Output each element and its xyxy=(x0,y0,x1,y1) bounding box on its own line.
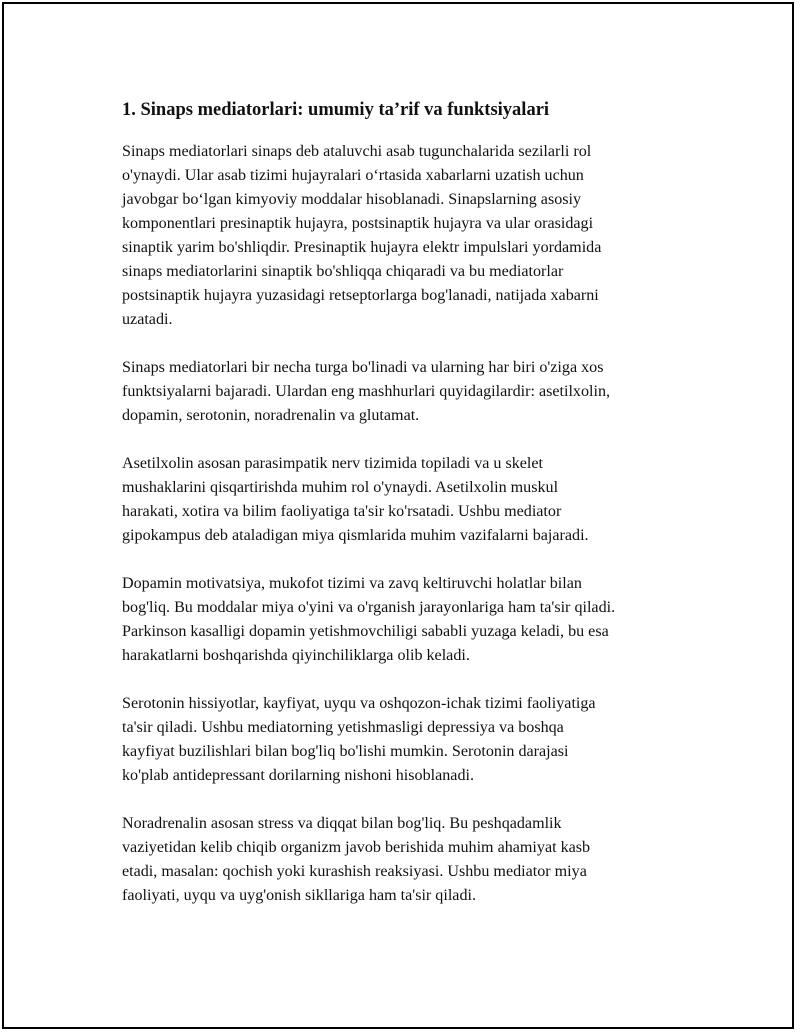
text-line: ta'sir qiladi. Ushbu mediatorning yetishmasligi depressiya va boshqa xyxy=(122,719,564,736)
text-line: komponentlari presinaptik hujayra, postsinaptik hujayra va ular orasidagi xyxy=(122,215,594,232)
paragraph-6 xyxy=(122,812,702,908)
text-line: kayfiyat buzilishlari bilan bog'liq bo'lishi mumkin. Serotonin darajasi xyxy=(122,743,569,760)
text-line: sinaptik yarim bo'shliqdir. Presinaptik hujayra elektr impulslari yordamida xyxy=(122,239,602,256)
text-line: etadi, masalan: qochish yoki kurashish reaksiyasi. Ushbu mediator miya xyxy=(122,863,587,880)
text-line: postsinaptik hujayra yuzasidagi retseptorlarga bog'lanadi, natijada xabarni xyxy=(122,287,599,304)
text-line: Asetilxolin asosan parasimpatik nerv tizimida topiladi va u skelet xyxy=(122,455,544,472)
paragraph-4 xyxy=(122,572,702,668)
text-line: gipokampus deb ataladigan miya qismlarida muhim vazifalarni bajaradi. xyxy=(122,527,589,544)
text-line: faoliyati, uyqu va uyg'onish sikllariga ham ta'sir qiladi. xyxy=(122,887,476,904)
text-line: Sinaps mediatorlari bir necha turga bo'linadi va ularning har biri o'ziga xos xyxy=(122,359,604,376)
text-line: Sinaps mediatorlari sinaps deb ataluvchi asab tugunchalarida sezilarli rol xyxy=(122,143,592,160)
paragraph-3 xyxy=(122,452,702,548)
text-line: uzatadi. xyxy=(122,311,173,328)
text-line: bog'liq. Bu moddalar miya o'yini va o'rganish jarayonlariga ham ta'sir qiladi. xyxy=(122,599,616,616)
text-line: funktsiyalarni bajaradi. Ulardan eng mashhurlari quyidagilardir: asetilxolin, xyxy=(122,383,611,400)
paragraph-2 xyxy=(122,356,702,428)
text-line: mushaklarini qisqartirishda muhim rol o'ynaydi. Asetilxolin muskul xyxy=(122,479,559,496)
text-line: harakati, xotira va bilim faoliyatiga ta'sir ko'rsatadi. Ushbu mediator xyxy=(122,503,562,520)
text-line: Serotonin hissiyotlar, kayfiyat, uyqu va oshqozon-ichak tizimi faoliyatiga xyxy=(122,695,596,712)
paragraph-1 xyxy=(122,140,702,332)
text-line: Noradrenalin asosan stress va diqqat bilan bog'liq. Bu peshqadamlik xyxy=(122,815,562,832)
text-line: o'ynaydi. Ular asab tizimi hujayralari o‘rtasida xabarlarni uzatish uchun xyxy=(122,167,584,184)
page-frame xyxy=(2,2,794,1029)
document-title: 1. Sinaps mediatorlari: umumiy ta’rif va funktsiyalari xyxy=(122,100,550,120)
text-line: javobgar bo‘lgan kimyoviy moddalar hisoblanadi. Sinapslarning asosiy xyxy=(122,191,582,208)
paragraph-5 xyxy=(122,692,702,788)
text-line: ko'plab antidepressant dorilarning nishoni hisoblanadi. xyxy=(122,767,474,784)
text-line: dopamin, serotonin, noradrenalin va glutamat. xyxy=(122,407,420,424)
text-line: Parkinson kasalligi dopamin yetishmovchiligi sababli yuzaga keladi, bu esa xyxy=(122,623,609,640)
text-line: Dopamin motivatsiya, mukofot tizimi va zavq keltiruvchi holatlar bilan xyxy=(122,575,582,592)
document-body xyxy=(122,98,702,932)
text-line: harakatlarni boshqarishda qiyinchiliklarga olib keladi. xyxy=(122,647,470,664)
text-line: sinaps mediatorlarini sinaptik bo'shliqqa chiqaradi va bu mediatorlar xyxy=(122,263,564,280)
text-line: vaziyetidan kelib chiqib organizm javob berishida muhim ahamiyat kasb xyxy=(122,839,591,856)
